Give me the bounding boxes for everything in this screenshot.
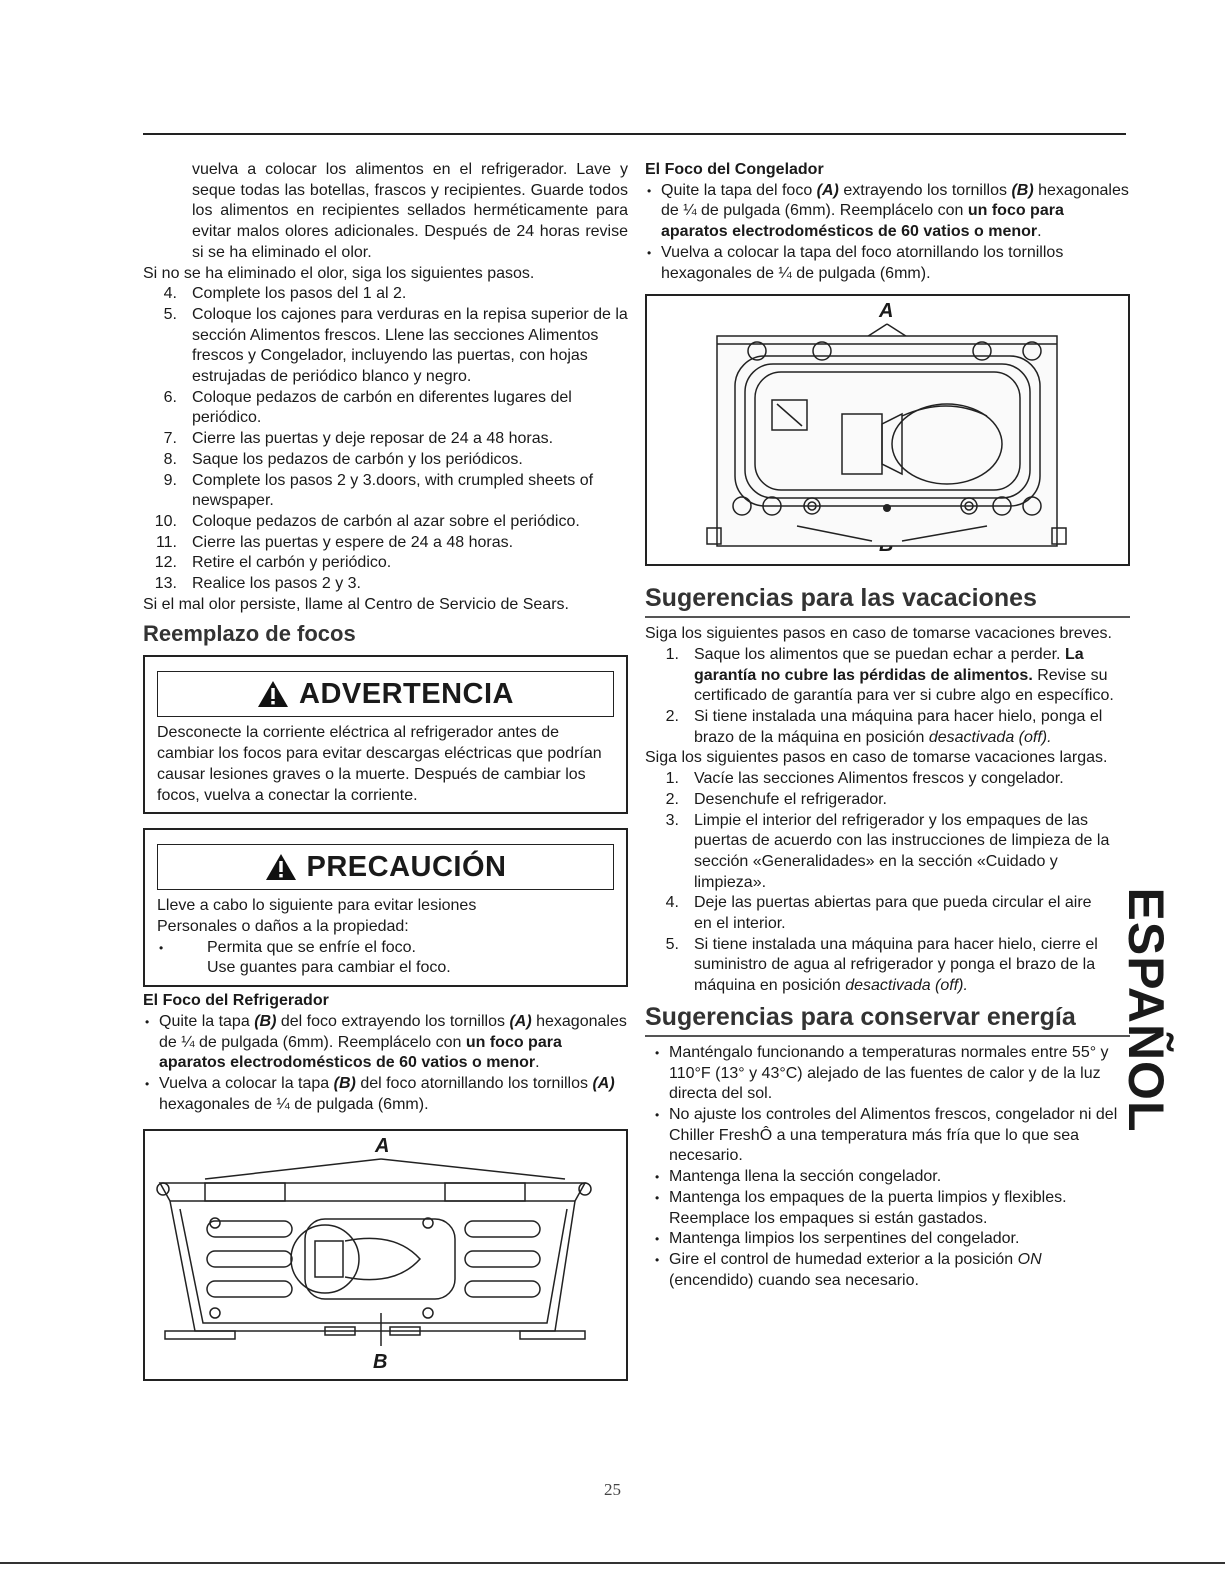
if-not-text: Si no se ha eliminado el olor, siga los siguientes pasos.	[143, 264, 535, 282]
top-rule	[143, 133, 1126, 135]
heading-energia: Sugerencias para conservar energía	[645, 1003, 1130, 1037]
list-item: 7. Cierre las puertas y deje reposar de 24 a 48 horas.	[163, 430, 554, 448]
list-item: 4. Deje las puertas abiertas para que pueda circular el aire en el interior.	[665, 894, 1092, 933]
list-item: 5. Coloque los cajones para verduras en la repisa superior de la sección Alimentos frescos. Llene las secciones Alimentos frescos y Congelador, incluyendo las puertas, con hojas estrujadas de periódico blanco y negro.	[163, 305, 628, 386]
list-item: 11. Cierre las puertas y espere de 24 a 48 horas.	[155, 533, 514, 551]
freezer-bulb-figure	[645, 294, 1130, 566]
figure-label-a: A	[879, 300, 894, 323]
caution-title: PRECAUCIÓN	[306, 850, 507, 883]
short-vacation-intro: Siga los siguientes pasos en caso de tomarse vacaciones breves.	[645, 625, 1112, 643]
left-column	[143, 160, 628, 1381]
warning-box	[143, 655, 628, 814]
list-item: 3. Limpie el interior del refrigerador y los empaques de las puertas de acuerdo con las instrucciones de limpieza de la sección «Generalidades» en la sección «Cuidado y limpieza».	[665, 811, 1110, 891]
bullet-icon: •	[159, 940, 164, 955]
heading-foco-refrigerador: El Foco del Refrigerador	[143, 992, 329, 1010]
caution-bullet2: Use guantes para cambiar el foco.	[207, 959, 451, 977]
long-vacation-intro: Siga los siguientes pasos en caso de tomarse vacaciones largas.	[645, 749, 1108, 767]
list-item: • Gire el control de humedad exterior a la posición ON (encendido) cuando sea necesario.	[653, 1250, 1130, 1291]
language-side-tab	[1118, 887, 1174, 1133]
warning-header	[157, 671, 614, 717]
list-item: • Vuelva a colocar la tapa (B) del foco atornillando los tornillos (A) hexagonales de ¼ de pulgada (6mm).	[143, 1074, 628, 1115]
caution-box	[143, 828, 628, 987]
list-item: 5. Si tiene instalada una máquina para hacer hielo, cierre el suministro de agua al refrigerador y ponga el brazo de la máquina en posición desactivada (off).	[665, 935, 1098, 995]
figure-label-b: B	[373, 1351, 388, 1374]
freezer-bulb-list	[645, 181, 1130, 285]
caution-header	[157, 844, 614, 890]
heading-reemplazo-focos: Reemplazo de focos	[143, 621, 356, 647]
list-item: 6. Coloque pedazos de carbón en diferentes lugares del periódico.	[163, 388, 572, 427]
figure-label-a: A	[375, 1135, 390, 1158]
list-item: 1. Saque los alimentos que se puedan echar a perder. La garantía no cubre las pérdidas de alimentos. Revise su certificado de garantía para ver si cubre algo en específico.	[665, 645, 1114, 705]
list-item: • Manténgalo funcionando a temperaturas normales entre 55° y 110°F (13° y 43°C) alejado de las fuentes de calor y de la luz directa del sol.	[653, 1043, 1130, 1105]
list-item: • Vuelva a colocar la tapa del foco atornillando los tornillos hexagonales de ¼ de pulgada (6mm).	[645, 243, 1130, 284]
caution-bullet1-text: Permita que se enfríe el foco.	[207, 938, 416, 956]
persist-text: Si el mal olor persiste, llame al Centro de Servicio de Sears.	[143, 595, 569, 613]
fridge-bulb-figure	[143, 1129, 628, 1381]
list-item: 2. Desenchufe el refrigerador.	[665, 790, 887, 808]
list-item: 2. Si tiene instalada una máquina para hacer hielo, ponga el brazo de la máquina en posición desactivada (off).	[665, 708, 1103, 746]
list-item: 10. Coloque pedazos de carbón al azar sobre el periódico.	[154, 512, 580, 530]
heading-foco-congelador: El Foco del Congelador	[645, 161, 824, 178]
list-item: • Mantenga los empaques de la puerta limpios y flexibles. Reemplace los empaques si están gastados.	[653, 1188, 1130, 1229]
list-item: 1. Vacíe las secciones Alimentos frescos y congelador.	[665, 770, 1064, 788]
list-item: • Mantenga llena la sección congelador.	[653, 1167, 1130, 1188]
energy-tips-list	[645, 1043, 1130, 1250]
warning-text: Desconecte la corriente eléctrica al refrigerador antes de cambiar los focos para evitar descargas eléctricas que podrían causar lesiones graves o la muerte. Después de cambiar los focos, vuelva a conectar la corriente.	[157, 724, 602, 804]
list-item: 9. Complete los pasos 2 y 3.doors, with crumpled sheets of newspaper.	[163, 471, 594, 510]
list-item: 4. Complete los pasos del 1 al 2.	[163, 285, 407, 303]
list-item: 8. Saque los pedazos de carbón y los periódicos.	[163, 450, 523, 468]
bottom-rule	[0, 1562, 1225, 1564]
list-item: 13. Realice los pasos 2 y 3.	[154, 575, 361, 593]
odor-steps-list	[143, 284, 628, 595]
side-tab-text: ESPAÑOL	[1118, 887, 1174, 1133]
caution-line1: Lleve a cabo lo siguiente para evitar lesiones	[157, 897, 477, 915]
page-number: 25	[604, 1480, 621, 1499]
caution-line2: Personales o daños a la propiedad:	[157, 917, 409, 935]
caution-bullet1	[157, 938, 614, 959]
fridge-bulb-diagram	[145, 1131, 626, 1375]
right-column	[645, 160, 1130, 1291]
heading-vacaciones: Sugerencias para las vacaciones	[645, 584, 1130, 618]
center-dot-icon	[883, 504, 891, 512]
freezer-bulb-diagram	[647, 296, 1128, 560]
list-item: • Quite la tapa del foco (A) extrayendo los tornillos (B) hexagonales de ¼ de pulgada (6mm). Reemplácelo con un foco para aparatos electrodomésticos de 60 vatios o menor.	[645, 181, 1130, 243]
short-vacation-list	[645, 645, 1130, 749]
list-item: • Quite la tapa (B) del foco extrayendo los tornillos (A) hexagonales de ¼ de pulgada (6mm). Reemplácelo con un foco para aparatos electrodomésticos de 60 vatios o menor.	[143, 1012, 628, 1074]
fridge-bulb-list	[143, 1012, 628, 1116]
intro-paragraph: vuelva a colocar los alimentos en el refrigerador. Lave y seque todas las botellas, frascos y recipientes. Guarde todos los alimentos en recipientes sellados herméticamente para evitar malos olores adicionales. Después de 24 horas revise si se ha eliminado el olor.	[192, 161, 628, 261]
list-item: • No ajuste los controles del Alimentos frescos, congelador ni del Chiller FreshÔ a una temperatura más fría que lo que sea necesario.	[653, 1105, 1130, 1167]
list-item: • Mantenga limpios los serpentines del congelador.	[653, 1229, 1130, 1250]
warning-title: ADVERTENCIA	[299, 677, 514, 710]
long-vacation-list	[645, 769, 1110, 997]
warning-triangle-icon	[257, 680, 289, 708]
warning-triangle-icon	[265, 853, 297, 881]
list-item: 12. Retire el carbón y periódico.	[154, 554, 392, 572]
energy-tips-last	[645, 1250, 1130, 1291]
